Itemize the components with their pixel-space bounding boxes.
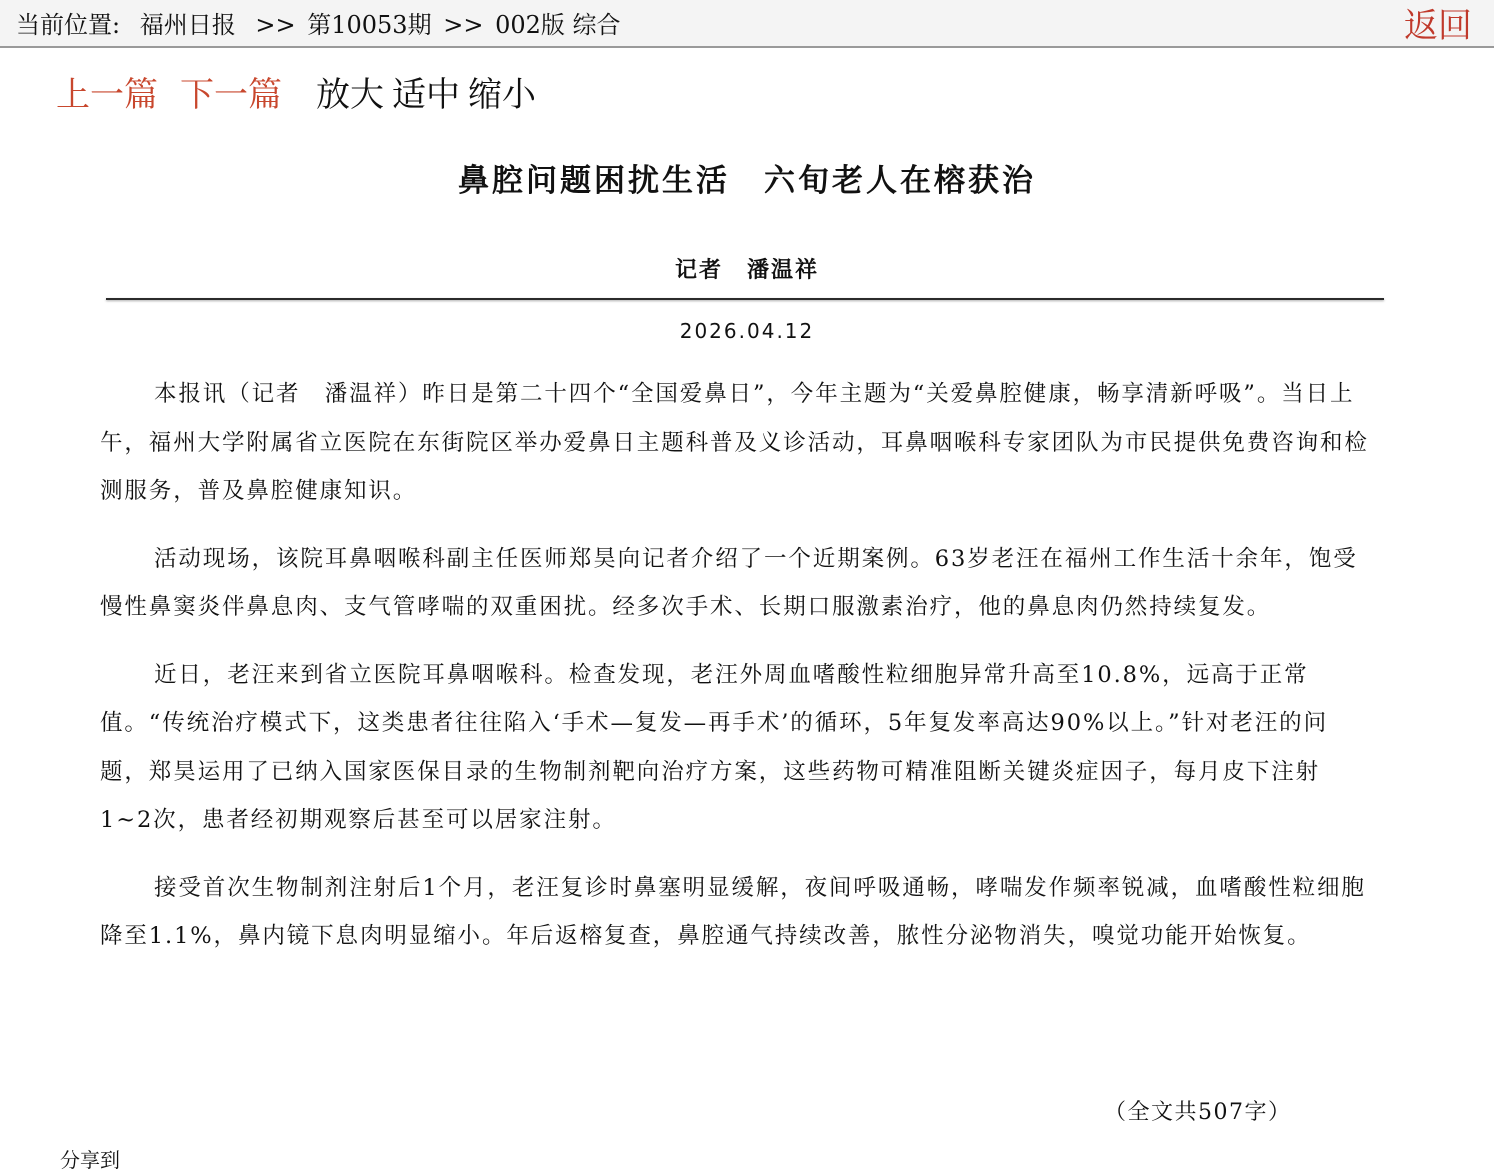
share-label: 分享到 bbox=[60, 1148, 120, 1172]
breadcrumb-separator: >> bbox=[443, 11, 484, 39]
breadcrumb-separator: >> bbox=[255, 11, 296, 39]
article-body bbox=[100, 370, 1372, 980]
article-paragraph: 近日，老汪来到省立医院耳鼻咽喉科。检查发现，老汪外周血嗜酸性粒细胞异常升高至10.8%，远高于正常值。“传统治疗模式下，这类患者往往陷入‘手术—复发—再手术’的循环，5年复发率高达90%以上。”针对老汪的问题，郑昊运用了已纳入国家医保目录的生物制剂靶向治疗方案，这些药物可精准阻断关键炎症因子，每月皮下注射1~2次，患者经初期观察后甚至可以居家注射。 bbox=[100, 661, 1328, 833]
back-link[interactable]: 返回 bbox=[1404, 6, 1472, 46]
breadcrumb-issue[interactable]: 第10053期 bbox=[307, 11, 432, 39]
word-count: （全文共507字） bbox=[1104, 1100, 1292, 1125]
location-bar bbox=[0, 0, 1494, 48]
next-article-link[interactable]: 下一篇 bbox=[180, 75, 282, 115]
article-paragraph: 活动现场，该院耳鼻咽喉科副主任医师郑昊向记者介绍了一个近期案例。63岁老汪在福州工作生活十余年，饱受慢性鼻窦炎伴鼻息肉、支气管哮喘的双重困扰。经多次手术、长期口服激素治疗，他的鼻息肉仍然持续复发。 bbox=[100, 545, 1358, 620]
article-nav bbox=[56, 72, 536, 118]
zoom-out-button[interactable]: 缩小 bbox=[468, 75, 536, 115]
breadcrumb-label: 当前位置: bbox=[16, 11, 121, 39]
zoom-medium-button[interactable]: 适中 bbox=[392, 75, 460, 115]
article-paragraph: 本报讯（记者 潘温祥）昨日是第二十四个“全国爱鼻日”，今年主题为“关爱鼻腔健康，畅享清新呼吸”。当日上午，福州大学附属省立医院在东街院区举办爱鼻日主题科普及义诊活动，耳鼻咽喉科专家团队为市民提供免费咨询和检测服务，普及鼻腔健康知识。 bbox=[100, 381, 1369, 504]
article-paragraph: 接受首次生物制剂注射后1个月，老汪复诊时鼻塞明显缓解，夜间呼吸通畅，哮喘发作频率锐减，血嗜酸性粒细胞降至1.1%，鼻内镜下息肉明显缩小。年后返榕复查，鼻腔通气持续改善，脓性分泌物消失，嗅觉功能开始恢复。 bbox=[100, 874, 1366, 949]
breadcrumb bbox=[16, 10, 621, 40]
zoom-in-button[interactable]: 放大 bbox=[316, 75, 384, 115]
prev-article-link[interactable]: 上一篇 bbox=[56, 75, 158, 115]
headline-divider bbox=[106, 298, 1384, 300]
breadcrumb-paper[interactable]: 福州日报 bbox=[139, 11, 236, 39]
article-headline: 鼻腔问题困扰生活 六旬老人在榕获治 bbox=[458, 163, 1036, 199]
article-date: 2026.04.12 bbox=[679, 319, 815, 343]
article-byline: 记者 潘温祥 bbox=[674, 258, 819, 283]
breadcrumb-page[interactable]: 002版 综合 bbox=[495, 11, 621, 39]
